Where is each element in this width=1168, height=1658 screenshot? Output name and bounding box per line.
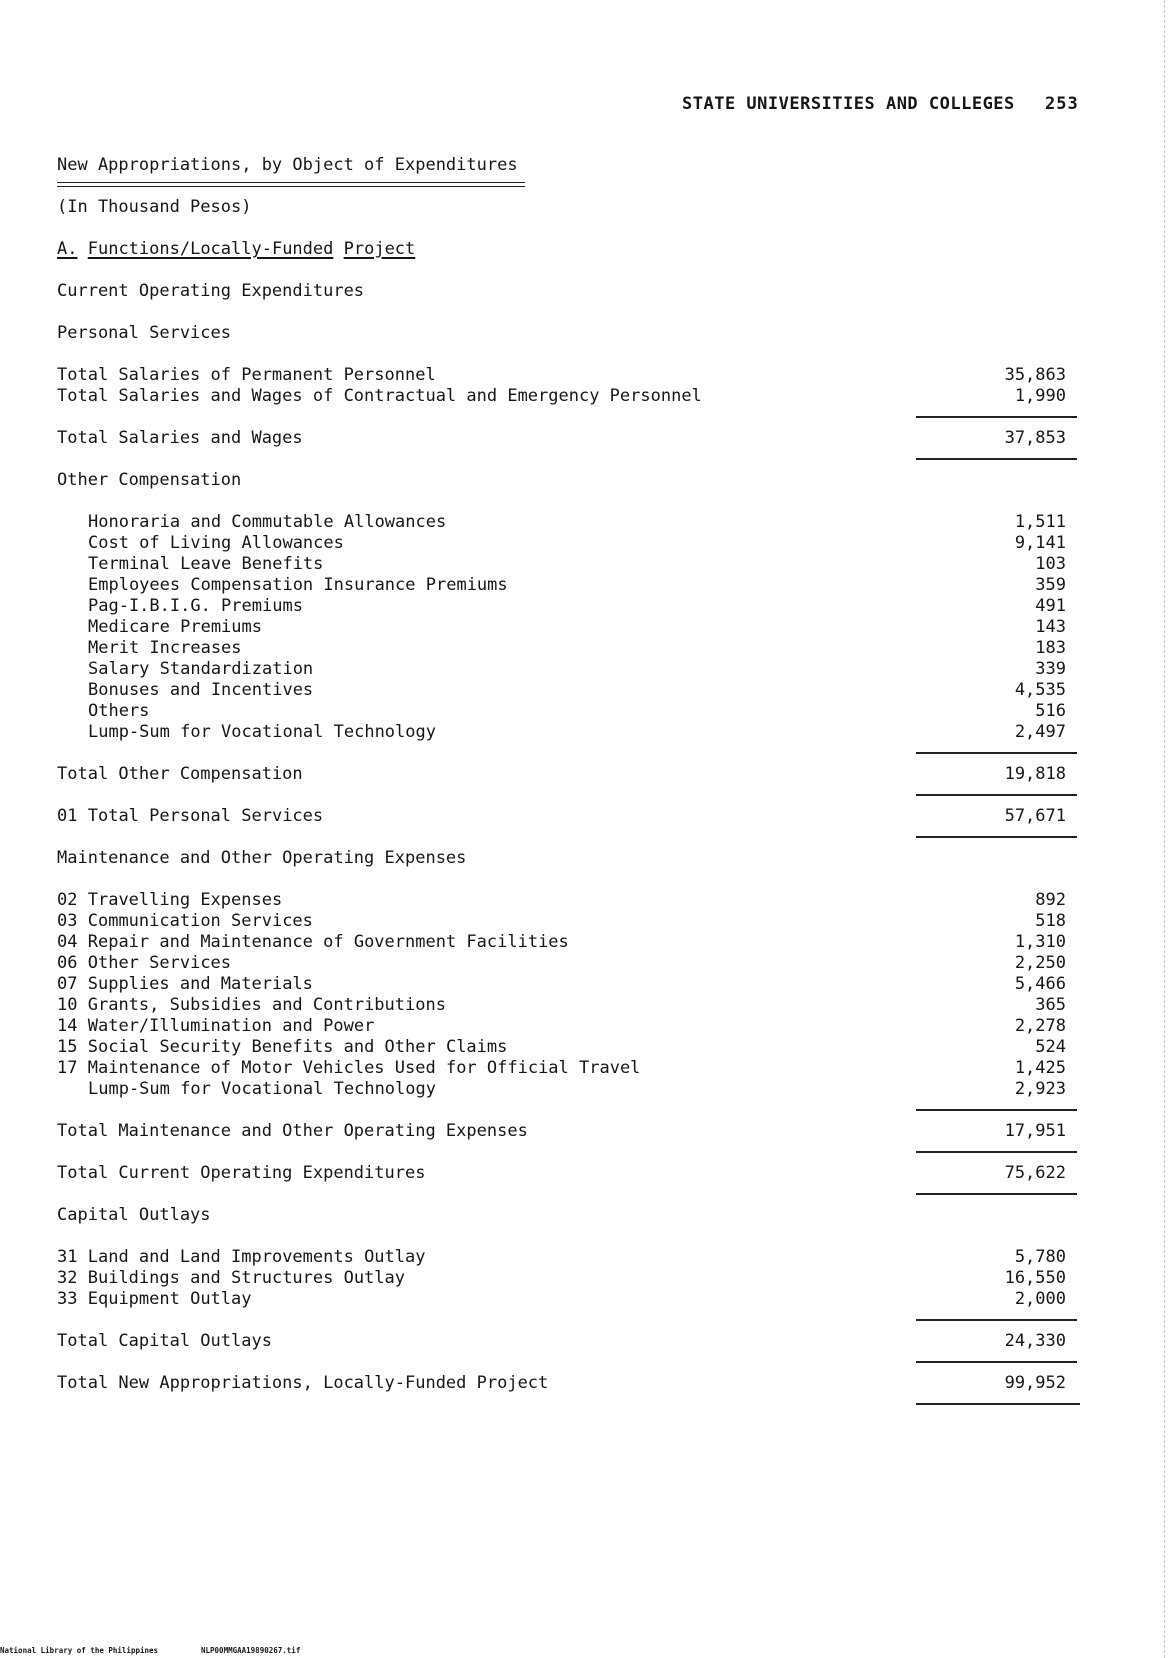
personal-services-heading: Personal Services: [57, 323, 231, 343]
section-heading-row: [0, 239, 1168, 260]
line-item: [0, 365, 1168, 386]
line-item: [0, 974, 1168, 995]
rule-row: [0, 1310, 1168, 1331]
line-item-label: Total Salaries and Wages of Contractual and Emergency Personnel: [57, 386, 702, 406]
line-item-text: Communication Services: [87, 911, 313, 931]
line-item-text: Buildings and Structures Outlay: [87, 1268, 406, 1288]
rule-line: [916, 836, 1077, 838]
line-item: [0, 890, 1168, 911]
object-code: 10: [57, 995, 78, 1015]
rule-row: [0, 1100, 1168, 1121]
line-item-amount: 2,250: [1014, 953, 1066, 973]
total-amount: 75,622: [1004, 1163, 1066, 1183]
total-label: Total Capital Outlays: [57, 1331, 272, 1351]
total-label: Total Salaries and Wages: [57, 428, 303, 448]
line-item-label: [57, 1058, 640, 1079]
total-row: [0, 1331, 1168, 1352]
line-item-label: Lump-Sum for Vocational Technology: [88, 722, 436, 742]
section-heading-name: Functions/Locally-Funded: [87, 239, 334, 259]
line-item: [0, 1079, 1168, 1100]
line-item: [0, 386, 1168, 407]
object-code: 17: [57, 1058, 78, 1078]
final-rule-line: [916, 1403, 1080, 1405]
line-item: [0, 575, 1168, 596]
rule-line: [916, 1319, 1077, 1321]
page-number: 253: [1045, 94, 1079, 114]
total-row: [0, 806, 1168, 827]
line-item-text: Grants, Subsidies and Contributions: [87, 995, 446, 1015]
line-item-label: Salary Standardization: [88, 659, 314, 679]
line-item-amount: 516: [1035, 701, 1066, 721]
unit-note-row: [0, 197, 1168, 218]
group-heading-row: [0, 281, 1168, 302]
total-label-text: Total Personal Services: [87, 806, 324, 826]
line-item-amount: 2,000: [1014, 1289, 1066, 1309]
rule-line: [916, 458, 1077, 460]
group-heading-row: [0, 848, 1168, 869]
line-item: [0, 722, 1168, 743]
footer-library: National Library of the Philippines: [0, 1646, 159, 1655]
total-label: Total Maintenance and Other Operating Expenses: [57, 1121, 528, 1141]
rule-row: [0, 407, 1168, 428]
blank-row: [0, 218, 1168, 239]
line-item-amount: 2,278: [1014, 1016, 1066, 1036]
line-item-amount: 1,310: [1014, 932, 1066, 952]
line-item-text: Supplies and Materials: [87, 974, 313, 994]
blank-row: [0, 491, 1168, 512]
line-item: [0, 1289, 1168, 1310]
line-item-text: Land and Land Improvements Outlay: [87, 1247, 426, 1267]
total-label: [57, 806, 323, 827]
line-item: [0, 995, 1168, 1016]
table-title-row: [0, 155, 1168, 176]
table-title: New Appropriations, by Object of Expenditures: [57, 155, 518, 175]
rule-line: [916, 1109, 1077, 1111]
line-item-label: [57, 1247, 426, 1268]
total-amount: 37,853: [1004, 428, 1066, 448]
group-heading-row: [0, 323, 1168, 344]
object-code: 32: [57, 1268, 78, 1288]
mooe-heading: Maintenance and Other Operating Expenses: [57, 848, 467, 868]
blank-row: [0, 869, 1168, 890]
line-item-label: [57, 932, 569, 953]
rule-line: [916, 1151, 1077, 1153]
line-item-label: [57, 974, 313, 995]
rule-row: [0, 449, 1168, 470]
line-item-amount: 892: [1035, 890, 1066, 910]
line-item-amount: 4,535: [1014, 680, 1066, 700]
capital-outlays-heading: Capital Outlays: [57, 1205, 211, 1225]
rule-line: [916, 794, 1077, 796]
object-code: 01: [57, 806, 78, 826]
line-item-amount: 1,511: [1014, 512, 1066, 532]
current-operating-heading: Current Operating Expenditures: [57, 281, 365, 301]
total-label: Total Current Operating Expenditures: [57, 1163, 426, 1183]
footer-file-name: NLP00MMGAA19890267.tif: [201, 1646, 301, 1655]
rule-row: [0, 785, 1168, 806]
total-row: [0, 764, 1168, 785]
rule-row: [0, 1184, 1168, 1205]
line-item-amount: 5,466: [1014, 974, 1066, 994]
line-item-amount: 183: [1035, 638, 1066, 658]
rule-row: [0, 1394, 1168, 1415]
line-item: [0, 638, 1168, 659]
line-item-text: Repair and Maintenance of Government Facilities: [87, 932, 569, 952]
grand-total-amount: 99,952: [1004, 1373, 1066, 1393]
line-item-amount: 103: [1035, 554, 1066, 574]
line-item: [0, 1058, 1168, 1079]
rule-line: [916, 1361, 1077, 1363]
object-code: 31: [57, 1247, 78, 1267]
line-item-label: [57, 1289, 252, 1310]
line-item: [0, 953, 1168, 974]
line-item-label: Honoraria and Commutable Allowances: [88, 512, 447, 532]
rule-row: [0, 1352, 1168, 1373]
line-item-amount: 1,425: [1014, 1058, 1066, 1078]
line-item-label: [57, 1016, 374, 1037]
blank-row: [0, 344, 1168, 365]
line-item-label: [57, 995, 446, 1016]
line-item: [0, 1268, 1168, 1289]
line-item-label: Lump-Sum for Vocational Technology: [88, 1079, 436, 1099]
line-item-label: [57, 911, 313, 932]
line-item-text: Travelling Expenses: [87, 890, 283, 910]
total-row: [0, 428, 1168, 449]
total-label: Total Other Compensation: [57, 764, 303, 784]
blank-row: [0, 302, 1168, 323]
object-code: 04: [57, 932, 78, 952]
running-title: STATE UNIVERSITIES AND COLLEGES: [682, 94, 1015, 114]
line-item-label: Cost of Living Allowances: [88, 533, 344, 553]
rule-row: [0, 827, 1168, 848]
line-item: [0, 701, 1168, 722]
line-item-amount: 2,497: [1014, 722, 1066, 742]
line-item-label: [57, 953, 231, 974]
line-item: [0, 1016, 1168, 1037]
line-item-amount: 5,780: [1014, 1247, 1066, 1267]
line-item-amount: 359: [1035, 575, 1066, 595]
line-item-amount: 9,141: [1014, 533, 1066, 553]
line-item-label: Employees Compensation Insurance Premiums: [88, 575, 508, 595]
line-item: [0, 1247, 1168, 1268]
line-item-amount: 16,550: [1004, 1268, 1066, 1288]
line-item-label: Total Salaries of Permanent Personnel: [57, 365, 436, 385]
object-code: 02: [57, 890, 78, 910]
line-item-label: [57, 890, 282, 911]
line-item-label: Merit Increases: [88, 638, 242, 658]
line-item: [0, 512, 1168, 533]
total-amount: 57,671: [1004, 806, 1066, 826]
line-item-amount: 524: [1035, 1037, 1066, 1057]
line-item-amount: 2,923: [1014, 1079, 1066, 1099]
line-item-amount: 143: [1035, 617, 1066, 637]
line-item-amount: 1,990: [1014, 386, 1066, 406]
grand-total-row: [0, 1373, 1168, 1394]
line-item: [0, 659, 1168, 680]
line-item-label: Pag-I.B.I.G. Premiums: [88, 596, 303, 616]
rule-row: [0, 1142, 1168, 1163]
line-item-label: Medicare Premiums: [88, 617, 262, 637]
object-code: 03: [57, 911, 78, 931]
line-item: [0, 680, 1168, 701]
appropriations-table: [0, 155, 1168, 1415]
line-item: [0, 554, 1168, 575]
line-item: [0, 932, 1168, 953]
section-heading-prefix: A.: [57, 239, 78, 259]
line-item-text: Equipment Outlay: [87, 1289, 252, 1309]
object-code: 15: [57, 1037, 78, 1057]
line-item: [0, 911, 1168, 932]
group-heading-row: [0, 470, 1168, 491]
line-item-amount: 339: [1035, 659, 1066, 679]
line-item-label: Terminal Leave Benefits: [88, 554, 324, 574]
line-item-text: Water/Illumination and Power: [87, 1016, 375, 1036]
line-item: [0, 533, 1168, 554]
line-item-label: [57, 1268, 405, 1289]
line-item: [0, 1037, 1168, 1058]
line-item: [0, 596, 1168, 617]
grand-total-label: Total New Appropriations, Locally-Funded Project: [57, 1373, 549, 1393]
line-item-text: Social Security Benefits and Other Claims: [87, 1037, 508, 1057]
rule-line: [916, 1193, 1077, 1195]
total-amount: 24,330: [1004, 1331, 1066, 1351]
object-code: 14: [57, 1016, 78, 1036]
total-amount: 17,951: [1004, 1121, 1066, 1141]
total-row: [0, 1163, 1168, 1184]
line-item-text: Other Services: [87, 953, 232, 973]
total-amount: 19,818: [1004, 764, 1066, 784]
rule-line: [916, 416, 1077, 418]
line-item-text: Maintenance of Motor Vehicles Used for Official Travel: [87, 1058, 641, 1078]
section-heading: [57, 239, 415, 260]
other-compensation-heading: Other Compensation: [57, 470, 242, 490]
object-code: 07: [57, 974, 78, 994]
rule-line: [916, 752, 1077, 754]
title-double-underline: [57, 182, 525, 187]
line-item-amount: 518: [1035, 911, 1066, 931]
title-underline-row: [0, 176, 1168, 197]
section-heading-suffix: Project: [343, 239, 416, 259]
total-row: [0, 1121, 1168, 1142]
blank-row: [0, 1226, 1168, 1247]
rule-row: [0, 743, 1168, 764]
group-heading-row: [0, 1205, 1168, 1226]
line-item-amount: 365: [1035, 995, 1066, 1015]
object-code: 06: [57, 953, 78, 973]
line-item-label: [57, 1037, 507, 1058]
line-item: [0, 617, 1168, 638]
object-code: 33: [57, 1289, 78, 1309]
line-item-amount: 491: [1035, 596, 1066, 616]
line-item-label: Bonuses and Incentives: [88, 680, 314, 700]
line-item-amount: 35,863: [1004, 365, 1066, 385]
blank-row: [0, 260, 1168, 281]
unit-note: (In Thousand Pesos): [57, 197, 252, 217]
line-item-label: Others: [88, 701, 150, 721]
